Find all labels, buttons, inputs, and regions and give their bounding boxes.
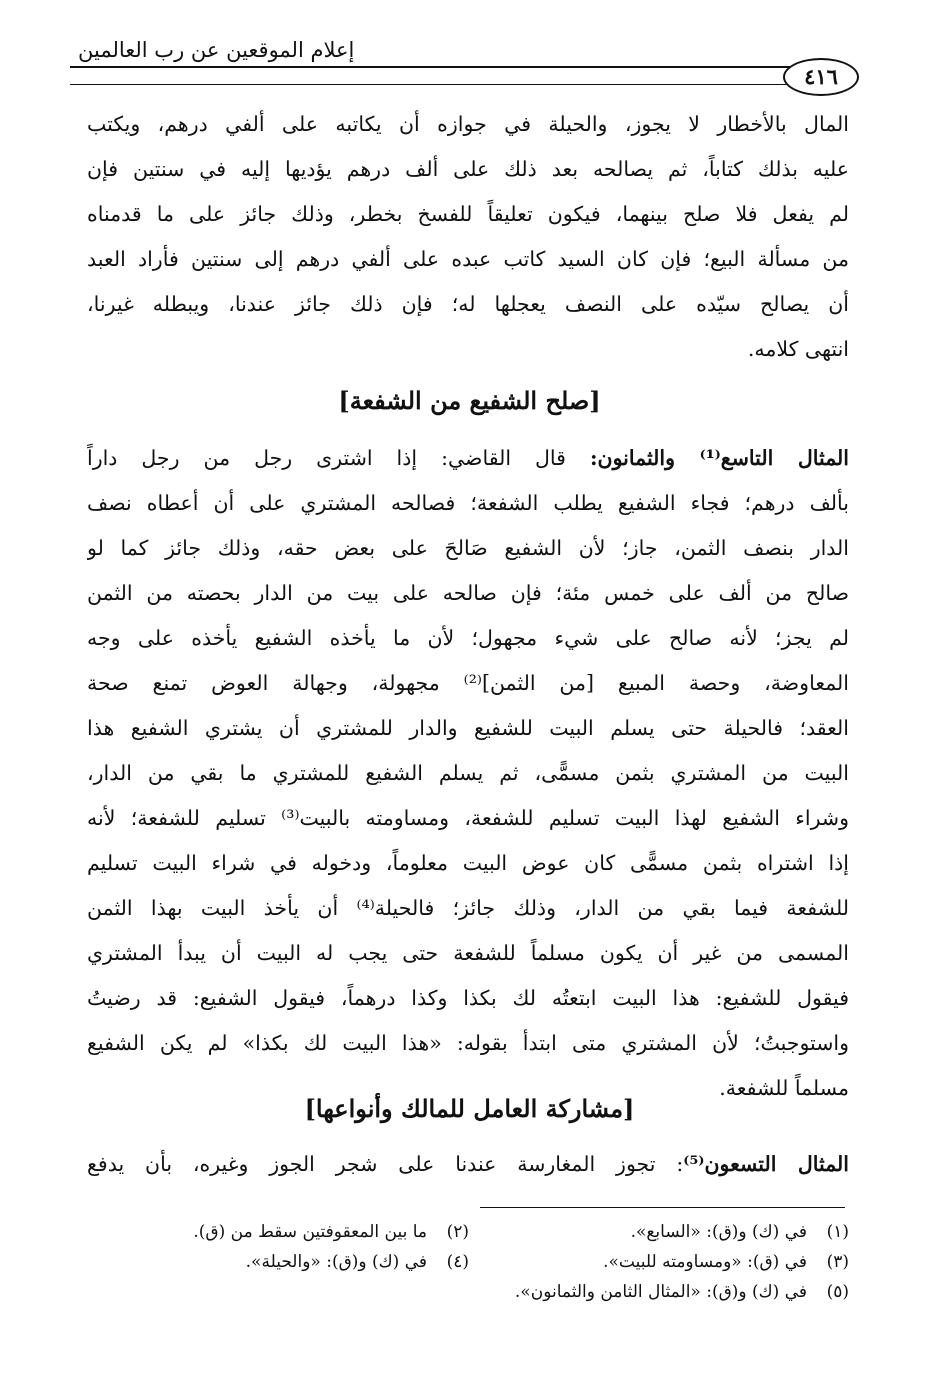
text-line: واستوجبتُ؛ لأن المشتري متى ابتدأ بقوله: «هذا البيت لك بكذا» لم يكن الشفيع	[87, 1031, 849, 1055]
text-line: من مسألة البيع؛ فإن كان السيد كاتب عبده على ألفي درهم إلى سنتين فأراد العبد	[87, 247, 849, 271]
footnote-number: (٣)	[826, 1252, 849, 1272]
footnote-text: في (ق): «ومساومته للبيت».	[603, 1252, 807, 1272]
text-line: إذا اشتراه بثمن مسمًّى كان عوض البيت معلوماً، ودخوله في شراء البيت تسليم	[87, 851, 849, 875]
text-line: عليه بذلك كتاباً، ثم يصالحه بعد ذلك على ألف درهم يؤديها إليه في سنتين فإن	[87, 157, 849, 181]
text-line: لم يفعل فلا صلح بينهما، فيكون تعليقاً للفسخ بخطر، وذلك جائز على ما قدمناه	[87, 202, 849, 226]
footnote-text: في (ك) و(ق): «والحيلة».	[245, 1252, 427, 1272]
footnote-number: (٥)	[826, 1282, 849, 1302]
text-line: أن يصالح سيّده على النصف يعجلها له؛ فإن ذلك جائز عندنا، ويبطله غيرنا،	[87, 292, 849, 316]
text-line: المال بالأخطار لا يجوز، والحيلة في جوازه أن يكاتبه على ألفي درهم، ويكتب	[87, 112, 849, 136]
footnote-separator	[480, 1207, 845, 1208]
page-number: ٤١٦	[783, 58, 859, 96]
text-line-first	[87, 436, 849, 481]
text-line: العقد؛ فالحيلة حتى يسلم البيت للشفيع والدار للمشتري أن يشتري الشفيع هذا	[87, 716, 849, 740]
text-line: المسمى من غير أن يكون مسلماً للشفعة حتى يجب له البيت أن يبدأ المشتري	[87, 941, 849, 965]
footnotes	[87, 1217, 849, 1307]
footnote-row	[87, 1217, 849, 1247]
text-run: قال القاضي: إذا اشترى رجل من رجل داراً	[87, 446, 590, 470]
section-heading-shufa: [صلح الشفيع من الشفعة]	[338, 386, 601, 415]
text-run: : تجوز المغارسة عندنا على شجر الجوز وغيره، بأن يدفع	[87, 1152, 684, 1176]
header-rule-top	[70, 66, 799, 68]
footnote-3	[469, 1247, 849, 1277]
footnote-number: (٤)	[446, 1252, 469, 1272]
footnote-row	[87, 1277, 849, 1307]
text-line: انتهى كلامه.	[747, 337, 849, 361]
text-line: مسلماً للشفعة.	[719, 1076, 849, 1100]
footnote-4	[89, 1247, 469, 1277]
section-heading-musharaka: [مشاركة العامل للمالك وأنواعها]	[304, 1094, 635, 1123]
text-line: الدار بنصف الثمن، جاز؛ لأن الشفيع صَالحَ على بعض حقه، وذلك جائز كما لو	[87, 536, 849, 560]
footnote-2	[89, 1217, 469, 1247]
text-line: وشراء الشفيع لهذا البيت تسليم للشفعة، ومساومته بالبيت⁽³⁾ تسليم للشفعة؛ لأنه	[87, 806, 849, 830]
header-rule-bottom	[70, 84, 799, 85]
running-header-title: إعلام الموقعين عن رب العالمين	[78, 38, 355, 62]
text-line: فيقول للشفيع: هذا البيت ابتعتُه لك بكذا وكذا درهماً، فيقول الشفيع: قد رضيتُ	[87, 986, 849, 1010]
footnote-number: (٢)	[446, 1222, 469, 1242]
text-line: للشفعة فيما بقي من الدار، وذلك جائز؛ فالحيلة⁽⁴⁾ أن يأخذ البيت بهذا الثمن	[87, 896, 849, 920]
paragraph-example-90	[87, 1142, 849, 1187]
footnote-text: ما بين المعقوفتين سقط من (ق).	[193, 1222, 427, 1242]
text-line: بألف درهم؛ فجاء الشفيع يطلب الشفعة؛ فصالحه المشتري على أن أعطاه نصف	[87, 491, 849, 515]
example-lead: المثال التاسع⁽¹⁾ والثمانون:	[589, 446, 849, 470]
example-lead: المثال التسعون⁽⁵⁾	[683, 1152, 849, 1176]
text-line: لم يجز؛ لأنه صالح على شيء مجهول؛ لأن ما يأخذه الشفيع يأخذه على وجه	[87, 626, 849, 650]
footnote-1	[469, 1217, 849, 1247]
footnote-number: (١)	[826, 1222, 849, 1242]
text-line: المعاوضة، وحصة المبيع [من الثمن]⁽²⁾ مجهولة، وجهالة العوض تمنع صحة	[87, 671, 849, 695]
footnote-text: في (ك) و(ق): «المثال الثامن والثمانون».	[514, 1282, 807, 1302]
text-line: صالح من ألف على خمس مئة؛ فإن صالحه على بيت من الدار بحصته من الثمن	[87, 581, 849, 605]
footnote-row	[87, 1247, 849, 1277]
paragraph-example-89	[87, 436, 849, 1111]
footnote-5	[89, 1277, 849, 1307]
text-line: البيت من المشتري بثمن مسمًّى، ثم يسلم الشفيع للمشتري ما بقي من الدار،	[87, 761, 849, 785]
paragraph-continuation	[87, 102, 849, 372]
footnote-text: في (ك) و(ق): «السابع».	[630, 1222, 807, 1242]
text-line-first	[87, 1142, 849, 1187]
